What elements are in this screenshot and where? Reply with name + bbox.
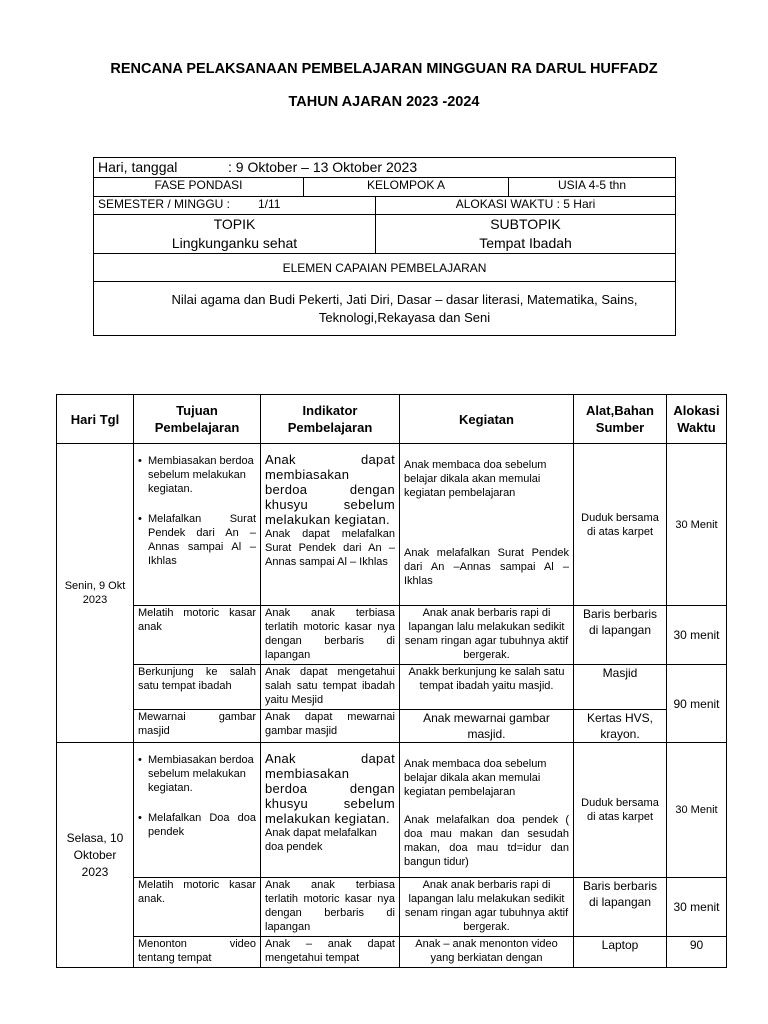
- day-cell: Senin, 9 Okt 2023: [57, 444, 134, 743]
- list-item: • Melafalkan Doa doa pendek: [138, 811, 256, 839]
- indikator-text: Anak dapat membiasakan berdoa dengan khusyu sebelum melakukan kegiatan.: [265, 751, 395, 826]
- kegiatan-cell: Anak anak berbaris rapi di lapangan lalu melakukan sedikit senam ringan agar tubuhnya aktif bergerak.: [400, 878, 574, 937]
- indikator-text: Anak dapat membiasakan berdoa dengan khusyu sebelum melakukan kegiatan.: [265, 452, 395, 527]
- academic-year: TAHUN AJARAN 2023 -2024: [288, 94, 480, 110]
- tujuan-cell: Melatih motoric kasar anak: [134, 606, 261, 665]
- kegiatan-text: Anak melafalkan doa pendek ( doa mau makan dan sesudah makan, doa mau td=idur dan bangun tidur): [404, 814, 569, 868]
- kegiatan-cell: Anak – anak menonton video yang berkiatan dengan: [400, 937, 574, 968]
- indikator-cell: Anak – anak dapat mengetahui tempat: [261, 937, 400, 968]
- elemen-value: Nilai agama dan Budi Pekerti, Jati Diri, Dasar – dasar literasi, Matematika, Sains, Teknologi,Rekayasa dan Seni: [94, 282, 676, 336]
- table-row: [57, 878, 727, 937]
- usia: USIA 4-5 thn: [509, 178, 676, 197]
- indikator-cell: Anak anak terbiasa terlatih motoric kasar nya dengan berbaris di lapangan: [261, 606, 400, 665]
- list-item: • Membiasakan berdoa sebelum melakukan kegiatan.: [138, 454, 256, 496]
- waktu-cell: 30 Menit: [667, 743, 727, 878]
- date-row: [94, 158, 676, 178]
- alat-cell: Masjid: [574, 665, 667, 710]
- alat-cell: Kertas HVS, krayon.: [574, 710, 667, 743]
- alat-cell: Baris berbaris di lapangan: [574, 878, 667, 937]
- tujuan-cell: Mewarnai gambar masjid: [134, 710, 261, 743]
- header-alokasi: Alokasi Waktu: [667, 395, 727, 444]
- date-label: Hari, tanggal: [98, 159, 178, 175]
- kelompok: KELOMPOK A: [304, 178, 509, 197]
- kegiatan-cell: [400, 743, 574, 878]
- waktu-cell: 30 menit: [667, 606, 727, 665]
- alat-cell: Laptop: [574, 937, 667, 968]
- indikator-text: Anak dapat melafalkan Surat Pendek dari An – Annas sampai Al – Ikhlas: [265, 528, 395, 568]
- indikator-cell: [261, 743, 400, 878]
- tujuan-cell: [134, 444, 261, 606]
- subtopik-cell: [376, 215, 676, 254]
- tujuan-cell: [134, 743, 261, 878]
- indikator-text: Anak dapat melafalkan doa pendek: [265, 827, 377, 853]
- topik-cell: [94, 215, 376, 254]
- indikator-cell: Anak dapat mewarnai gambar masjid: [261, 710, 400, 743]
- table-row: [57, 444, 727, 606]
- indikator-cell: Anak dapat mengetahui salah satu tempat ibadah yaitu Mesjid: [261, 665, 400, 710]
- elemen-label: ELEMEN CAPAIAN PEMBELAJARAN: [94, 254, 676, 282]
- table-row: [57, 665, 727, 710]
- table-row: [57, 743, 727, 878]
- fase: FASE PONDASI: [94, 178, 304, 197]
- table-row: [57, 606, 727, 665]
- info-table: [93, 157, 676, 336]
- header-alat: Alat,Bahan Sumber: [574, 395, 667, 444]
- alokasi: ALOKASI WAKTU : 5 Hari: [376, 197, 676, 215]
- subtopik-label: SUBTOPIK: [490, 216, 561, 232]
- semester-value: 1/11: [258, 197, 281, 211]
- day-cell: Selasa, 10 Oktober 2023: [57, 743, 134, 968]
- tujuan-cell: Melatih motoric kasar anak.: [134, 878, 261, 937]
- list-item: • Membiasakan berdoa sebelum melakukan kegiatan.: [138, 753, 256, 795]
- semester-label: SEMESTER / MINGGU :: [98, 197, 231, 211]
- kegiatan-cell: Anakk berkunjung ke salah satu tempat ibadah yaitu masjid.: [400, 665, 574, 710]
- kegiatan-cell: [400, 444, 574, 606]
- header-hari: Hari Tgl: [57, 395, 134, 444]
- plan-table: [56, 394, 727, 968]
- waktu-cell: 30 Menit: [667, 444, 727, 606]
- tujuan-cell: Menonton video tentang tempat: [134, 937, 261, 968]
- alat-cell: Duduk bersama di atas karpet: [574, 743, 667, 878]
- indikator-cell: Anak anak terbiasa terlatih motoric kasar nya dengan berbaris di lapangan: [261, 878, 400, 937]
- semester-cell: [94, 197, 376, 215]
- alat-cell: Duduk bersama di atas karpet: [574, 444, 667, 606]
- kegiatan-text: Anak membaca doa sebelum belajar dikala akan memulai kegiatan pembelajaran: [404, 459, 547, 499]
- table-row: [57, 937, 727, 968]
- document-title: RENCANA PELAKSANAAN PEMBELAJARAN MINGGUAN RA DARUL HUFFADZ: [110, 61, 658, 77]
- waktu-cell: 90: [667, 937, 727, 968]
- kegiatan-cell: Anak anak berbaris rapi di lapangan lalu melakukan sedikit senam ringan agar tubuhnya aktif bergerak.: [400, 606, 574, 665]
- header-tujuan: Tujuan Pembelajaran: [134, 395, 261, 444]
- topik-value: Lingkunganku sehat: [171, 235, 298, 251]
- waktu-cell: 30 menit: [667, 878, 727, 937]
- list-item: • Melafalkan Surat Pendek dari An – Annas sampai Al – Ikhlas: [138, 512, 256, 568]
- alat-cell: Baris berbaris di lapangan: [574, 606, 667, 665]
- header-kegiatan: Kegiatan: [400, 395, 574, 444]
- waktu-cell: 90 menit: [667, 665, 727, 743]
- header-indikator: Indikator Pembelajaran: [261, 395, 400, 444]
- kegiatan-cell: Anak mewarnai gambar masjid.: [400, 710, 574, 743]
- topik-label: TOPIK: [213, 216, 256, 232]
- kegiatan-text: Anak melafalkan Surat Pendek dari An –Annas sampai Al – Ikhlas: [404, 547, 569, 587]
- table-row: [57, 710, 727, 743]
- date-value: : 9 Oktober – 13 Oktober 2023: [228, 159, 418, 175]
- subtopik-value: Tempat Ibadah: [479, 235, 572, 251]
- kegiatan-text: Anak membaca doa sebelum belajar dikala akan memulai kegiatan pembelajaran: [404, 758, 547, 798]
- tujuan-cell: Berkunjung ke salah satu tempat ibadah: [134, 665, 261, 710]
- indikator-cell: [261, 444, 400, 606]
